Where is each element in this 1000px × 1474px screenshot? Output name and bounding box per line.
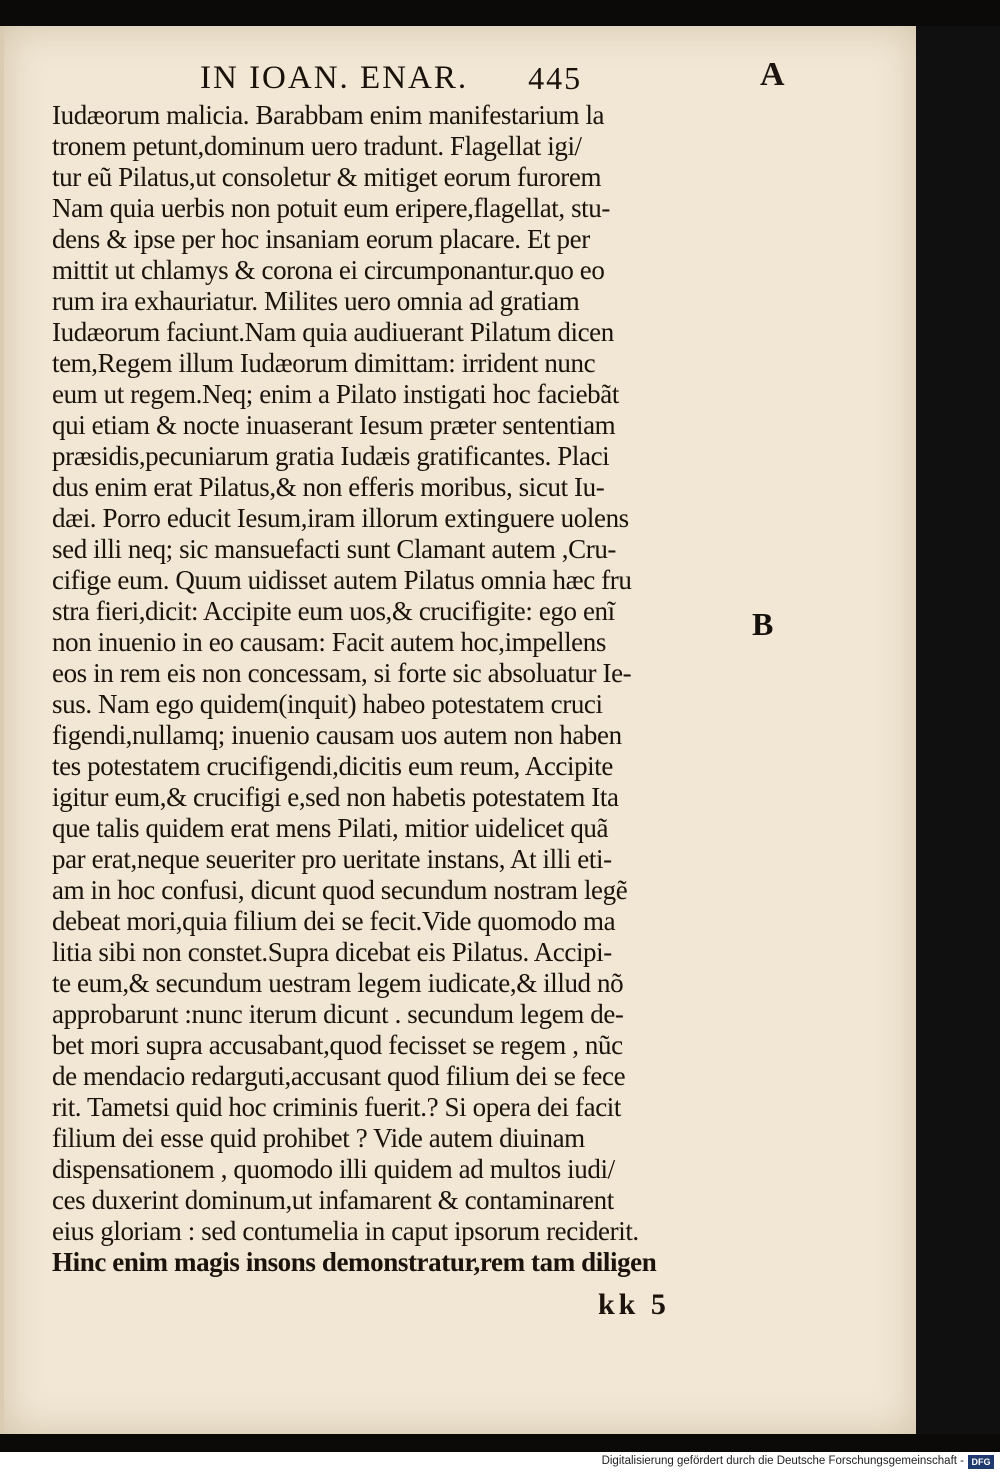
text-line: rit. Tametsi quid hoc criminis fuerit.? Si opera dei facit xyxy=(52,1092,621,1122)
text-line: cifige eum. Quum uidisset autem Pilatus omnia hæc fru xyxy=(52,565,632,595)
text-line: non inuenio in eo causam: Facit autem hoc,impellens xyxy=(52,627,606,657)
text-line: tronem petunt,dominum uero tradunt. Flagellat igi/ xyxy=(52,131,582,161)
dfg-logo-icon: DFG xyxy=(968,1455,994,1469)
text-line: Nam quia uerbis non potuit eum eripere,flagellat, stu- xyxy=(52,193,610,223)
text-line: par erat,neque seueriter pro ueritate instans, At illi eti- xyxy=(52,844,612,874)
text-line: eos in rem eis non concessam, si forte sic absoluatur Ie- xyxy=(52,658,632,688)
text-line: que talis quidem erat mens Pilati, mitior uidelicet quã xyxy=(52,813,609,843)
text-line: dens & ipse per hoc insaniam eorum placare. Et per xyxy=(52,224,590,254)
text-line: figendi,nullamq; inuenio causam uos autem non haben xyxy=(52,720,622,750)
text-line: eius gloriam : sed contumelia in caput ipsorum reciderit. xyxy=(52,1216,639,1246)
scan-margin-dark xyxy=(916,26,1000,1434)
text-line: tur eũ Pilatus,ut consoletur & mitiget eorum furorem xyxy=(52,162,602,192)
text-line: bet mori supra accusabant,quod fecisset se regem , nũc xyxy=(52,1030,623,1060)
text-line: rum ira exhauriatur. Milites uero omnia ad gratiam xyxy=(52,286,580,316)
funding-credit: Digitalisierung gefördert durch die Deutsche Forschungsgemeinschaft - xyxy=(601,1455,964,1467)
text-line: Iudæorum malicia. Barabbam enim manifestarium la xyxy=(52,100,605,130)
text-line: de mendacio redarguti,accusant quod filium dei se fece xyxy=(52,1061,626,1091)
text-line: igitur eum,& crucifigi e,sed non habetis potestatem Ita xyxy=(52,782,619,812)
text-line: approbarunt :nunc iterum dicunt . secundum legem de- xyxy=(52,999,624,1029)
text-line: stra fieri,dicit: Accipite eum uos,& crucifigite: ego enĩ xyxy=(52,596,615,626)
text-line: mittit ut chlamys & corona ei circumponantur.quo eo xyxy=(52,255,605,285)
text-line: dispensationem , quomodo illi quidem ad multos iudi/ xyxy=(52,1154,615,1184)
text-line: Iudæorum faciunt.Nam quia audiuerant Pilatum dicen xyxy=(52,317,614,347)
running-title: IN IOAN. ENAR. xyxy=(200,59,469,96)
body-text xyxy=(52,100,752,1278)
page-number: 445 xyxy=(528,59,583,96)
text-line: eum ut regem.Neq; enim a Pilato instigati hoc faciebãt xyxy=(52,379,619,409)
text-line: tem,Regem illum Iudæorum dimittam: irrident nunc xyxy=(52,348,596,378)
signature-mark: A xyxy=(760,56,785,93)
text-line: litia sibi non constet.Supra dicebat eis Pilatus. Accipi- xyxy=(52,937,612,967)
text-line: sed illi neq; sic mansuefacti sunt Clamant autem ,Cru- xyxy=(52,534,617,564)
text-line: præsidis,pecuniarum gratia Iudæis gratificantes. Placi xyxy=(52,441,610,471)
text-line: sus. Nam ego quidem(inquit) habeo potestatem cruci xyxy=(52,689,603,719)
text-line: tes potestatem crucifigendi,dicitis eum reum, Accipite xyxy=(52,751,613,781)
catchword: kk 5 xyxy=(598,1288,670,1321)
page-header xyxy=(200,58,720,98)
text-line: filium dei esse quid prohibet ? Vide autem diuinam xyxy=(52,1123,585,1153)
text-line: ces duxerint dominum,ut infamarent & contaminarent xyxy=(52,1185,614,1215)
text-line: te eum,& secundum uestram legem iudicate,& illud nõ xyxy=(52,968,624,998)
marginal-section-mark: B xyxy=(752,606,774,642)
text-line: am in hoc confusi, dicunt quod secundum nostram legẽ xyxy=(52,875,628,905)
text-line: dus enim erat Pilatus,& non efferis moribus, sicut Iu- xyxy=(52,472,605,502)
text-line: qui etiam & nocte inuaserant Iesum præter sententiam xyxy=(52,410,616,440)
text-line: Hinc enim magis insons demonstratur,rem tam diligen xyxy=(52,1247,657,1277)
text-line: debeat mori,quia filium dei se fecit.Vide quomodo ma xyxy=(52,906,616,936)
text-line: dæi. Porro educit Iesum,iram illorum extinguere uolens xyxy=(52,503,629,533)
